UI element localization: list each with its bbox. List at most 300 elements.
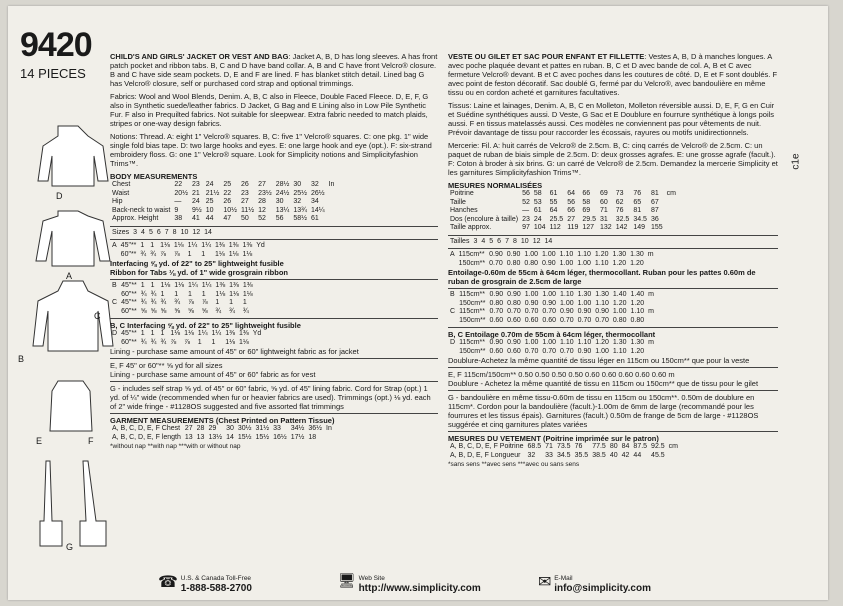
table-cell: 87 <box>650 207 659 214</box>
table-cell: A, B, C, D, E, F length <box>112 433 181 441</box>
email-icon: ✉ <box>538 574 552 591</box>
table-cell: 34½ <box>290 425 305 432</box>
table-cell: 26½ <box>310 189 325 197</box>
table-cell: ⅝ <box>187 307 194 315</box>
table-row <box>110 282 259 291</box>
table-cell: 56 <box>275 215 284 222</box>
figure-label-e: E <box>36 436 43 446</box>
fr-metrage-d <box>448 339 656 356</box>
table-row <box>448 238 554 247</box>
en-intro: Jacket A, B, D has long sleeves. A has front patch pocket and ribbon tabs. B, C and D have band collar. A, B and C have front Velcro® closure. B and C have side seam pockets. D, E and F are lined. F has blanket stitch detail. Lined bag G has Velcro® closure, self or purchased cord strap and optional trimmings. <box>110 52 438 88</box>
table-cell: ¾ <box>160 338 167 346</box>
table-cell: 8 <box>172 228 177 236</box>
table-cell: 66 <box>567 207 575 214</box>
table-cell <box>110 251 119 260</box>
table-cell: 44 <box>205 215 214 222</box>
en-yardage-d <box>110 330 263 347</box>
table-cell: 38.5 <box>592 451 606 459</box>
table-cell <box>665 224 678 233</box>
table-cell: 3 <box>473 237 478 245</box>
table-cell: ⅞ <box>170 338 177 346</box>
table-cell: 4 <box>141 228 145 236</box>
table-cell: 61 <box>310 215 319 222</box>
table-cell: 1.30 <box>612 339 627 346</box>
table-cell: 24 <box>205 181 214 188</box>
table-cell: 0.60 <box>507 347 521 355</box>
table-cell: 23 <box>240 189 249 197</box>
table-cell: 1.00 <box>524 339 539 346</box>
table-cell: 1.00 <box>542 291 557 298</box>
table-cell: 1¼ <box>187 242 198 249</box>
table-cell: 150cm** <box>459 299 486 307</box>
table-cell: 1 <box>229 299 234 306</box>
table-cell: 61 <box>549 190 558 197</box>
table-cell: 25½ <box>293 189 307 197</box>
figure-label-b: B <box>18 354 25 364</box>
table-cell: 1⅜ <box>229 282 239 289</box>
table-cell: 28 <box>196 425 205 432</box>
table-cell: m <box>648 308 654 315</box>
table-cell: 58½ <box>293 215 307 222</box>
table-cell: 1.20 <box>630 259 644 267</box>
fr-entoilage-bc: B, C Entoilage 0.70m de 55cm à 64cm léger, thermocollant <box>448 330 656 339</box>
table-cell: 1⅛ <box>228 250 239 258</box>
table-cell: 16½ <box>273 433 287 441</box>
table-cell: — <box>522 207 530 214</box>
fr-vetement-table <box>448 443 680 460</box>
table-cell: cm <box>668 443 679 450</box>
table-cell: A <box>450 251 455 258</box>
table-cell <box>255 308 259 317</box>
table-cell: 1⅛ <box>173 242 184 249</box>
table-cell: 1⅛ <box>242 250 253 258</box>
table-cell: 1 <box>140 282 145 289</box>
pattern-back-sheet <box>8 6 828 600</box>
table-cell: 38 <box>174 215 183 222</box>
table-cell: C <box>112 299 118 306</box>
table-cell: 1 <box>187 250 192 258</box>
table-cell: 0.70 <box>542 347 557 355</box>
table-cell: 15½ <box>255 433 270 441</box>
table-cell: ⅞ <box>173 250 180 258</box>
table-cell: 1⅛ <box>160 242 170 249</box>
table-cell: 32 <box>527 451 536 459</box>
table-cell: 25.5 <box>549 215 564 223</box>
table-cell: ¾ <box>174 299 181 306</box>
table-row <box>110 207 336 216</box>
web-icon: 🖥 <box>338 572 356 588</box>
table-row <box>448 452 680 461</box>
table-cell: 60"** <box>121 338 137 346</box>
table-cell <box>251 339 264 348</box>
table-cell: 1 <box>160 330 165 337</box>
table-cell: 0.90 <box>489 291 504 298</box>
table-cell: 1.00 <box>542 251 556 258</box>
table-cell: 29.5 <box>582 215 596 223</box>
table-cell: 1⅜ <box>225 330 235 337</box>
fr-title: VESTE OU GILET ET SAC POUR ENFANT ET FILLETTE <box>448 52 645 61</box>
table-cell: 1⅜ <box>242 282 253 289</box>
table-cell: 10 <box>520 237 529 245</box>
table-cell: ⅝ <box>174 307 181 315</box>
table-cell: 26 <box>223 198 232 205</box>
en-lining-ef: Lining - purchase same amount of 45" or 60" fabric as for vest <box>110 370 316 379</box>
table-cell: 36½ <box>308 425 322 432</box>
table-cell: 41 <box>191 215 200 222</box>
table-row <box>448 317 656 326</box>
table-cell: 1.00 <box>559 259 574 267</box>
table-cell: ¾ <box>150 338 157 346</box>
table-cell: 66 <box>582 190 591 197</box>
table-cell: — <box>174 198 182 205</box>
sketch-jacket-a <box>36 211 110 266</box>
table-row <box>110 308 259 317</box>
table-cell: 13¾ <box>293 206 307 214</box>
table-cell: 1⅛ <box>242 290 253 298</box>
phone-icon: ☎ <box>158 574 178 591</box>
table-cell: 1.00 <box>524 291 539 298</box>
phone-number: 1-888-588-2700 <box>180 583 252 594</box>
table-cell: 0.60 <box>542 316 557 324</box>
en-fabrics: Fabrics: Wool and Wool Blends, Denim. A, B, C also in Fleece, Double Faced Fleece. D, E, F, G also in Synthetic suede/leather fabrics. D Jacket, G Bag and E Lining also in Low Pile Synthetic Fur. F also in Prequilted fabrics. Not suitable for sleepwear. Extra fabric needed to match plaids, stripes or one-way design fabrics. <box>110 92 429 128</box>
table-row <box>448 216 678 225</box>
table-cell <box>327 190 337 199</box>
table-cell: 0.80 <box>524 259 539 267</box>
table-cell: m <box>648 339 654 346</box>
table-cell: 1 <box>187 290 192 298</box>
fr-doublure-ef: Doublure - Achetez la même quantité de tissu en 115cm ou 150cm** que de tissu pour le gilet <box>448 379 759 388</box>
table-cell: 1⅛ <box>215 250 225 258</box>
table-cell: 0.80 <box>506 259 521 267</box>
table-cell: 0.70 <box>524 308 539 315</box>
table-row <box>110 299 259 308</box>
table-cell: 115cm** <box>458 251 485 258</box>
email-block <box>538 572 651 594</box>
table-cell: 56 <box>567 198 575 206</box>
table-cell: 1 <box>211 338 216 346</box>
web-block <box>338 572 481 594</box>
table-cell: 1.00 <box>577 299 592 307</box>
table-cell: ¾ <box>150 250 157 258</box>
en-notions: Notions: Thread. A: eight 1" Velcro® squares. B, C: five 1" Velcro® squares. C: one pkg. 1" wide single fold bias tape. D: two large hooks and eyes. E: one large hook and eye (opt.). F: six-strand embroidery floss. G: one 1" Velcro® square. Look for Simplicity notions and Simplicityfashion Trims™. <box>110 132 432 168</box>
table-cell: 1.10 <box>560 339 574 346</box>
table-cell: 14 <box>544 237 553 245</box>
table-cell <box>665 199 678 208</box>
figure-label-f: F <box>88 436 94 446</box>
fr-metrage-bc <box>448 291 656 325</box>
table-cell: 81 <box>633 207 642 214</box>
figure-label-a: A <box>66 271 73 281</box>
table-cell: 0.90 <box>577 308 592 315</box>
table-cell: 69 <box>600 190 608 197</box>
table-cell: Waist <box>112 189 130 197</box>
table-cell: 15½ <box>237 433 252 441</box>
table-row <box>448 291 656 300</box>
table-cell: 1.30 <box>630 339 645 346</box>
table-cell: 77.5 <box>592 443 606 450</box>
pieces-count: 14 PIECES <box>20 66 86 81</box>
table-cell: 13¼ <box>275 206 290 214</box>
table-cell: 24½ <box>275 189 290 197</box>
table-cell: 13½ <box>208 433 223 441</box>
table-cell <box>255 282 259 291</box>
table-row <box>110 425 334 434</box>
table-cell: 32.5 <box>615 215 630 223</box>
table-cell: 25 <box>223 181 232 188</box>
table-cell: 58 <box>533 190 542 197</box>
table-cell: ¾ <box>140 290 147 298</box>
table-cell: 22 <box>223 189 232 197</box>
table-cell: 60"** <box>121 290 137 298</box>
table-cell: 1.00 <box>577 259 591 267</box>
table-cell: 115cm** <box>459 308 486 315</box>
table-cell: D <box>450 339 456 346</box>
en-interfacing-bc: B, C Interfacing ⅝ yd. of 22" to 25" lightweight fusible <box>110 321 301 330</box>
table-cell: 115cm** <box>459 339 486 346</box>
table-cell: Approx. Height <box>112 215 159 222</box>
table-cell: ¾ <box>140 250 147 258</box>
table-cell: 1.40 <box>612 291 627 298</box>
table-cell: 0.60 <box>524 316 539 324</box>
en-ribbon-a: Ribbon for Tabs ⅛ yd. of 1" wide grosgrain ribbon <box>110 268 289 277</box>
table-cell: ¾ <box>150 290 157 298</box>
table-cell: 5 <box>489 237 494 245</box>
table-cell: 0.70 <box>542 308 557 315</box>
table-cell: 62 <box>615 198 624 206</box>
fr-mesures-title: MESURES NORMALISÉES <box>448 181 543 190</box>
english-column: CHILD'S AND GIRLS' JACKET OR VEST AND BAG: Jacket A, B, D has long sleeves. A has front patch pocket and ribbon tabs. B, C and D have band collar. A, B and C have front Velcro® closure. B and C have side seam pockets. D, E and F are lined. F has blanket stitch detail. Lined bag G has Velcro® closure, self or purchased cord strap and optional trimmings. Fabrics: Wool and Wool Blends, Denim. A, B, C also in Fleece, Double Faced Fleece. D, E, F, G also in Synthetic suede/leather fabrics. D Jacket, G Bag and E Lining also in Low Pile Synthetic Fur. F also in Prequilted fabrics. Not suitable for sleepwear. Extra fabric needed to match plaids, stripes or one-way design fabrics. Notions: Thread. A: eight 1" Velcro® squares. B, C: five 1" Velcro® squares. C: one pkg. 1" wide single fold bias tape. D: two large hooks and eyes. E: one large hook and eye (opt.). F: six-strand embroidery floss. G: one 1" Velcro® square. Look for Simplicity notions and Simplicityfashion Trims™. BODY MEASUREMENTS Chest 22 23 24 25 26 27 28½ 30 32 In Waist 20½ 21 21½ 22 23 23½ 24½ 25½ 26½ Hip — 24 25 26 27 28 30 32 34 Back-neck to waist 9 9½ 10 10½ 11½ 12 13¼ 13¾ 14¼ Approx. Height 38 41 44 47 50 52 56 58½ 61 Sizes 3 4 5 6 7 8 10 12 14 A 45"** 1 1 1⅛ 1⅛ 1¼ 1¼ 1⅜ 1⅜ 1⅜ Yd 60"** ¾ ¾ ⅞ ⅞ 1 1 1⅛ 1⅛ 1⅛ Interfacing ⅝ yd. of 22" to 25" lightweight fusible Ribbon for Tabs ⅛ yd. of 1" wide grosgrain ribbon B 45"** 1 1 1⅛ 1⅛ 1¼ 1¼ 1⅜ 1⅜ 1⅜ 60"** ¾ ¾ 1 1 1 1 1⅛ 1⅛ 1⅛ C 45"** ¾ ¾ ¾ ¾ ⅞ ⅞ 1 1 1 60"** ⅝ ⅝ ⅝ ⅝ ⅝ ⅝ ¾ ¾ ¾ B, C Interfacing ⅝ yd. of 22" to 25" lightweight fusible D 45"** 1 1 1 1⅛ 1⅛ 1¼ 1¼ 1⅜ 1⅜ Yd 60"** ¾ ¾ ¾ ⅞ ⅞ 1 1 1⅛ 1⅛ Lining - purchase same amount of 45" or 60" lightweight fabric as for jacket E, F 45" or 60"** ⅝ yd for all sizes Lining - purchase same amount of 45" or 60" fabric as for vest G - includes self strap ⅝ yd. of 45" or 60" fabric, ⅝ yd. of 45" lining fabric. Cord for Strap (opt.) 1 yd. of ¼" wide (recommended when fur or heavier fabrics are used). Trimmings (opt.) ⅛ yd. each of 2" wide fringe - #1128OS suggested and five assorted flat trimmings GARMENT MEASUREMENTS (Chest Printed on Pattern Tissue) A, B, C, D, E, F Chest 27 28 29 30 30½ 31½ 33 34½ 36½ In A, B, C, D, E, F length 13 13 13½ 14 15½ 15½ 16½ 17½ 18 *without nap **with nap ***with or without nap <box>110 52 438 450</box>
table-cell: 60"** <box>120 250 137 258</box>
side-handwritten-mark: c1e <box>790 153 802 170</box>
table-cell <box>324 434 334 443</box>
table-cell: 0.70 <box>560 316 574 324</box>
table-cell: 12 <box>258 206 266 214</box>
table-cell: 21 <box>191 189 200 197</box>
table-cell: 35.5 <box>574 451 589 459</box>
table-cell: 1.00 <box>524 251 539 258</box>
table-cell: 31 <box>600 215 608 223</box>
table-cell: 64 <box>567 190 575 197</box>
table-cell: 71 <box>545 443 553 450</box>
table-cell: 0.90 <box>542 299 557 307</box>
table-cell: 18 <box>308 433 317 441</box>
table-cell: 1.10 <box>559 251 574 258</box>
table-cell: 1⅜ <box>215 242 225 249</box>
table-cell: 1.00 <box>595 347 609 355</box>
table-cell <box>448 348 457 357</box>
table-cell: 1.20 <box>612 299 627 307</box>
table-cell: m <box>647 251 654 258</box>
table-cell <box>254 251 267 260</box>
table-cell: 13 <box>184 433 193 441</box>
table-row <box>110 339 263 348</box>
table-cell: A, B, C, D, E, F Chest <box>112 425 181 432</box>
table-cell: 1.10 <box>594 259 609 267</box>
table-cell: 45"** <box>121 330 137 337</box>
table-cell: A <box>112 242 117 249</box>
table-cell: 34.5 <box>633 215 647 223</box>
en-g-text: G - includes self strap ⅝ yd. of 45" or 60" fabric, ⅝ yd. of 45" lining fabric. Cord for Strap (opt.) 1 yd. of ¼" wide (recommended when fur or heavier fabrics are used). Trimmings (opt.) ⅛ yd. each of 2" wide fringe - #1128OS suggested and five assorted flat trimmings <box>110 384 431 411</box>
table-cell: 115cm** <box>459 291 486 298</box>
en-title: CHILD'S AND GIRLS' JACKET OR VEST AND BAG <box>110 52 289 61</box>
table-cell: 23½ <box>258 189 272 197</box>
table-cell: In <box>328 181 335 188</box>
table-row <box>448 207 678 216</box>
table-cell: ⅝ <box>160 307 167 315</box>
table-cell: B <box>450 291 455 298</box>
fr-doublure-d: Doublure-Achetez la même quantité de tissu léger en 115cm ou 150cm** que pour la veste <box>448 356 750 365</box>
table-cell: 1 <box>160 290 165 298</box>
table-cell: 0.70 <box>489 259 503 267</box>
table-row <box>110 330 263 339</box>
table-row <box>448 199 678 208</box>
table-cell <box>646 260 656 269</box>
table-row <box>110 434 334 443</box>
table-cell: 1 <box>150 242 155 249</box>
table-cell: 149 <box>633 224 645 231</box>
table-cell: 76 <box>574 443 583 450</box>
en-lining-d: Lining - purchase same amount of 45" or 60" lightweight fabric as for jacket <box>110 347 359 356</box>
table-cell: 12 <box>192 228 201 236</box>
table-cell: Taille approx. <box>450 224 492 231</box>
table-cell: 6 <box>156 228 161 236</box>
en-footnote: *without nap **with nap ***with or without nap <box>110 443 241 450</box>
table-cell: Chest <box>112 181 131 188</box>
table-cell: 50 <box>240 215 249 222</box>
table-cell: 1 <box>150 282 155 289</box>
table-cell: 1¼ <box>197 330 208 337</box>
table-row <box>448 260 656 269</box>
table-cell: 29 <box>208 425 217 432</box>
email-link[interactable]: info@simplicity.com <box>554 583 651 594</box>
table-cell: 30 <box>293 181 302 188</box>
table-row <box>448 190 678 199</box>
table-cell: 0.90 <box>577 347 592 355</box>
table-cell <box>110 308 119 317</box>
en-yardage-bc <box>110 282 259 316</box>
web-link[interactable]: http://www.simplicity.com <box>358 583 481 594</box>
table-cell: 32 <box>310 181 319 188</box>
table-cell: 0.80 <box>630 316 645 324</box>
table-cell: 47 <box>223 215 232 222</box>
table-cell <box>665 216 678 225</box>
table-cell: 7 <box>164 228 169 236</box>
table-cell: 25 <box>205 198 214 205</box>
table-cell <box>327 207 337 216</box>
table-cell: 31½ <box>255 425 270 432</box>
table-cell: ¾ <box>140 299 147 306</box>
table-row <box>110 215 336 224</box>
table-row <box>448 300 656 309</box>
table-cell: 30 <box>275 198 284 205</box>
table-cell: 1¼ <box>187 282 198 289</box>
sketch-bag-g-right <box>80 461 106 546</box>
table-cell: 14¼ <box>310 206 325 214</box>
table-cell: 42 <box>621 451 630 459</box>
table-cell: 58 <box>582 198 591 206</box>
table-cell: m <box>648 291 654 298</box>
table-cell <box>255 299 259 308</box>
table-cell: 61 <box>533 207 542 214</box>
table-cell: 17½ <box>290 433 305 441</box>
table-cell: 0.70 <box>560 347 574 355</box>
table-cell: 52 <box>258 215 266 222</box>
table-cell: 112 <box>549 224 561 231</box>
table-cell: 8 <box>512 237 517 245</box>
table-cell: 1 <box>242 299 247 306</box>
en-interfacing-a: Interfacing ⅝ yd. of 22" to 25" lightweight fusible <box>110 259 284 268</box>
table-cell: 150cm** <box>459 316 486 324</box>
table-cell: Back-neck to waist <box>112 206 171 214</box>
table-row <box>110 291 259 300</box>
figure-label-d: D <box>56 191 63 201</box>
table-cell: ⅞ <box>160 250 166 258</box>
table-row <box>110 190 336 199</box>
table-cell: 84 <box>621 443 630 450</box>
en-ef-row: E, F 45" or 60"** ⅝ yd for all sizes <box>110 361 223 370</box>
table-cell: 14 <box>204 228 212 236</box>
table-cell: 22 <box>174 181 183 188</box>
table-cell: 1⅜ <box>242 242 253 249</box>
contact-footer <box>158 572 828 602</box>
table-cell: 1⅛ <box>184 330 194 337</box>
table-cell: 1⅜ <box>228 242 239 249</box>
table-cell: 28 <box>258 198 266 205</box>
table-cell: 0.90 <box>542 259 556 267</box>
table-row <box>448 339 656 348</box>
table-cell: 1 <box>140 242 145 249</box>
table-cell: 56 <box>522 190 530 197</box>
table-cell: ⅝ <box>201 307 208 315</box>
table-cell: 14 <box>226 433 234 441</box>
phone-label: U.S. & Canada Toll-Free <box>180 575 252 582</box>
table-cell: 68.5 <box>527 443 542 450</box>
table-cell: 142 <box>615 224 628 231</box>
table-cell: 1¼ <box>201 242 212 249</box>
table-cell: 52 <box>522 198 530 206</box>
table-cell: 7 <box>505 237 509 245</box>
table-cell: 1.40 <box>630 291 645 298</box>
table-cell <box>448 300 457 309</box>
table-cell: Yd <box>256 242 265 249</box>
table-cell: 55 <box>549 198 558 206</box>
table-cell: ⅞ <box>187 299 194 306</box>
table-cell: 45"** <box>121 299 137 306</box>
table-cell: 71 <box>600 207 608 214</box>
table-row <box>110 181 336 190</box>
table-cell: 33 <box>273 425 281 432</box>
table-cell: Taille <box>450 198 466 206</box>
table-cell: 127 <box>582 224 595 231</box>
figure-label-c: C <box>94 311 101 321</box>
table-cell: 1⅛ <box>170 330 181 337</box>
table-cell: 13 <box>196 433 205 441</box>
table-cell: 27 <box>567 215 575 223</box>
table-cell: 1 <box>201 290 206 298</box>
table-cell: 150cm** <box>459 347 486 355</box>
table-cell: 65 <box>633 198 642 206</box>
table-cell: 1 <box>174 290 179 298</box>
fr-ef-row: E, F 115cm/150cm** 0.50 0.50 0.50 0.50 0.60 0.60 0.60 0.60 0.60 m <box>448 370 675 379</box>
table-cell: 27 <box>184 425 193 432</box>
table-cell: ¾ <box>215 307 222 315</box>
table-cell: 9½ <box>191 206 202 214</box>
table-cell: 0.70 <box>507 308 521 315</box>
table-cell <box>110 339 119 348</box>
table-cell: 44 <box>633 451 642 459</box>
pattern-number: 9420 <box>20 26 92 64</box>
table-cell: 1⅛ <box>174 282 184 289</box>
